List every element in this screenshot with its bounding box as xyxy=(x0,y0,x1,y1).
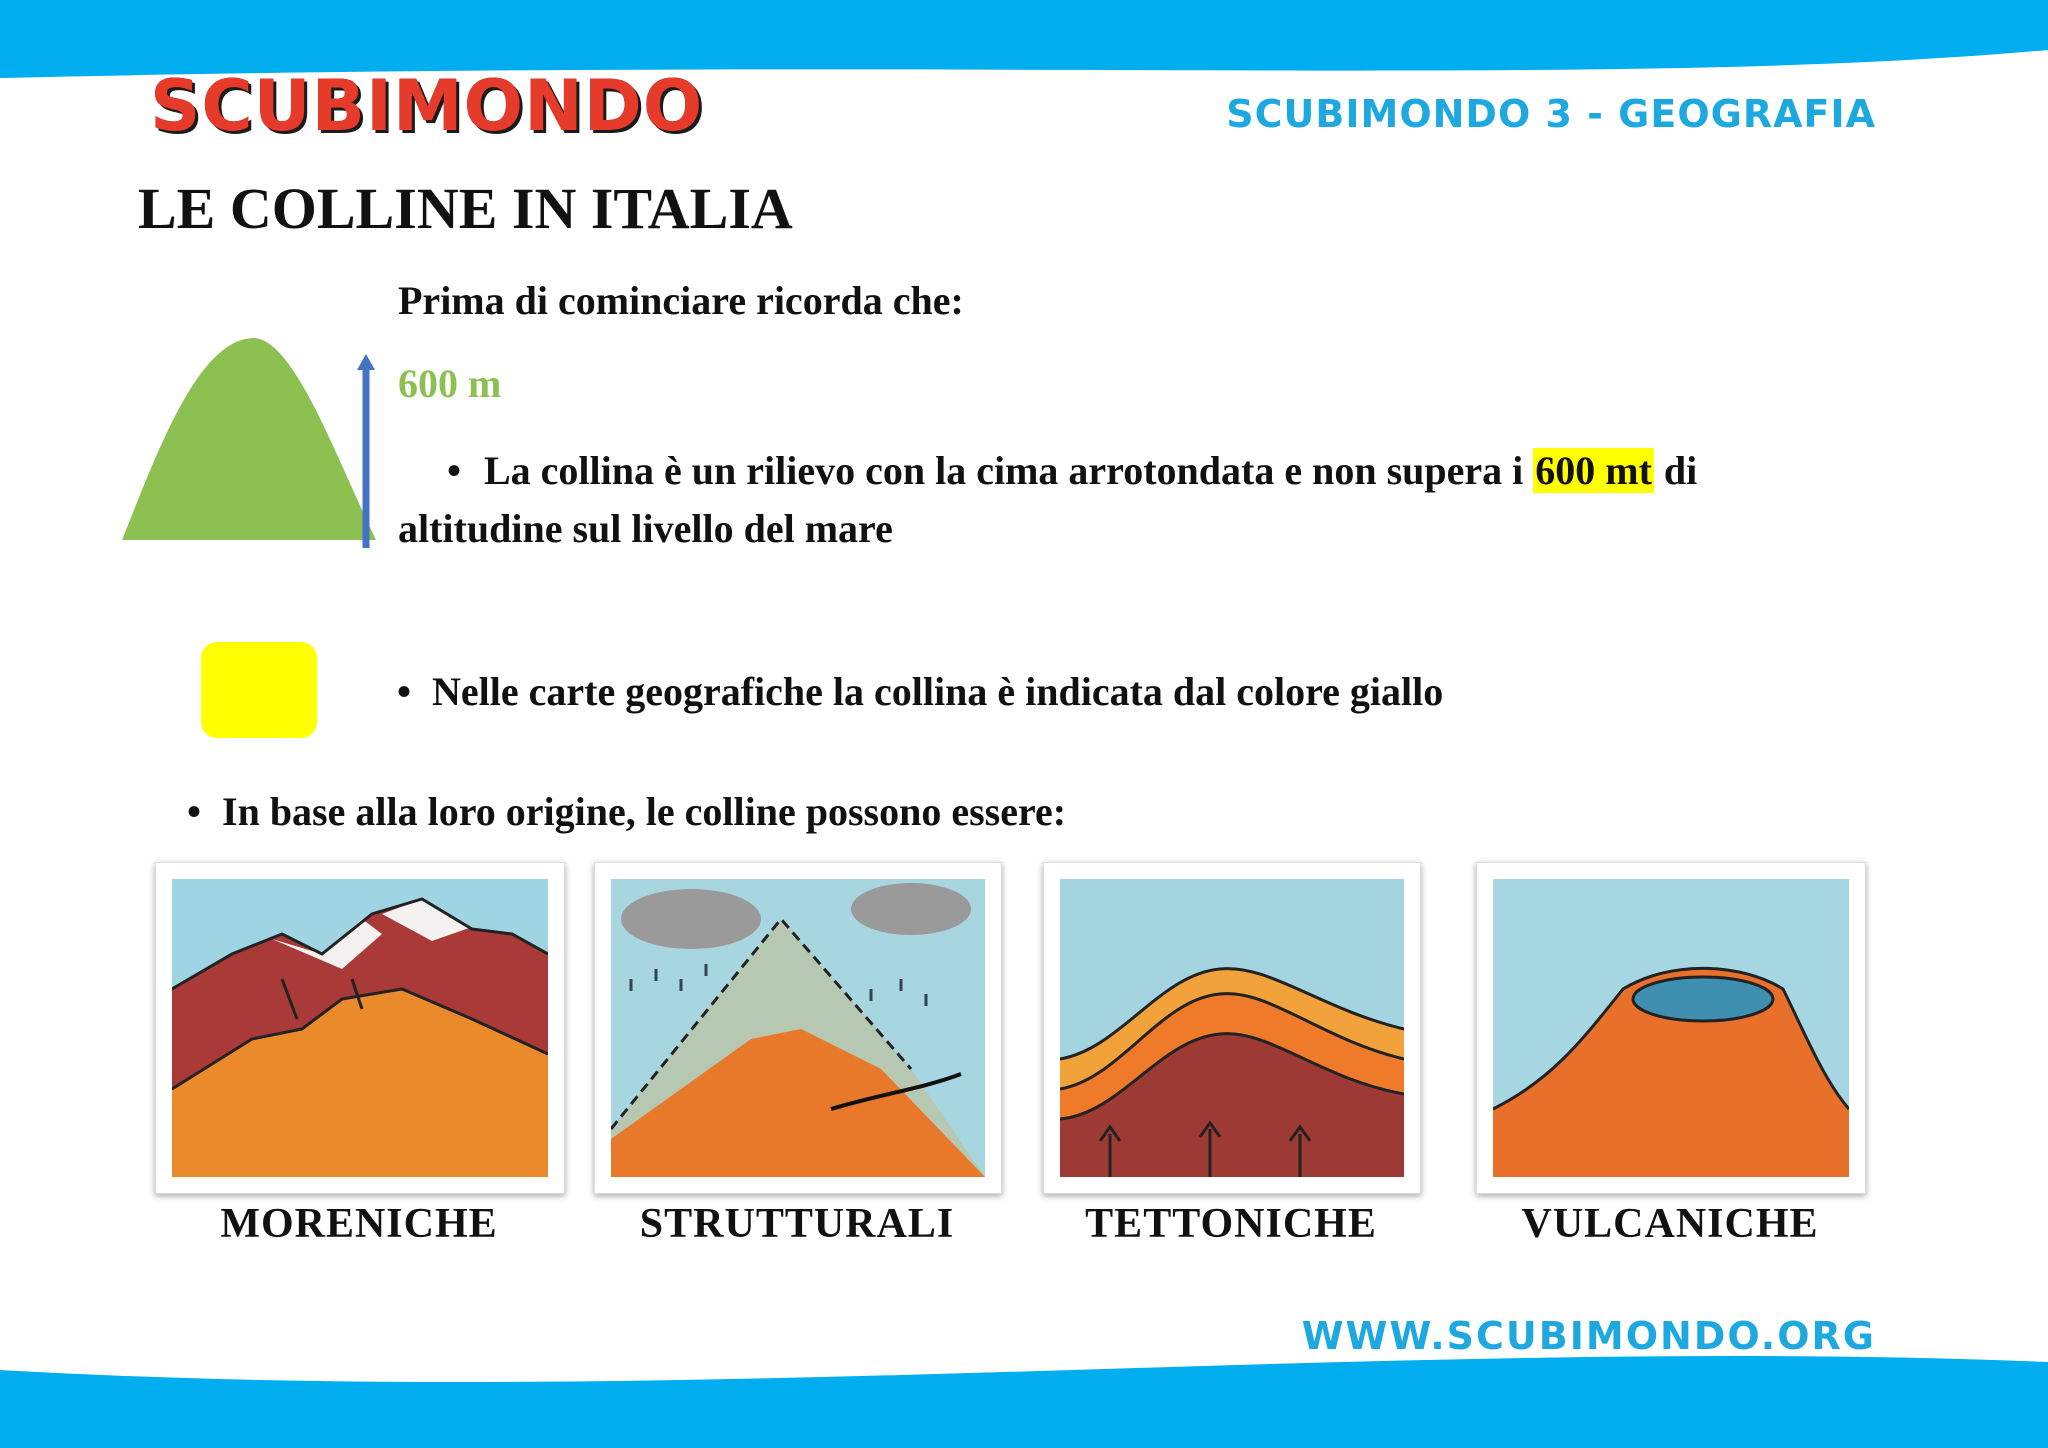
hill-card-moreniche xyxy=(155,862,565,1194)
tectonic-hill-drawing xyxy=(1060,879,1404,1177)
volcanic-hill-drawing xyxy=(1493,879,1849,1177)
origin-text xyxy=(180,788,1066,835)
hill-card-vulcaniche xyxy=(1476,862,1866,1194)
moraine-hills-drawing xyxy=(172,879,548,1177)
height-label: 600 m xyxy=(398,361,502,406)
page-title: LE COLLINE IN ITALIA xyxy=(138,176,793,241)
scubimondo-logo[interactable]: SCUBIMONDO xyxy=(150,65,704,147)
label-moreniche: MORENICHE xyxy=(220,1201,498,1247)
bullet-icon: • xyxy=(446,448,461,493)
bullet-icon: • xyxy=(396,669,411,714)
highlighted-height: 600 mt xyxy=(1535,448,1652,493)
bullet-icon: • xyxy=(186,789,201,834)
header-subject: SCUBIMONDO 3 - GEOGRAFIA xyxy=(1226,92,1876,136)
footer-website-link[interactable]: WWW.SCUBIMONDO.ORG xyxy=(1301,1314,1876,1358)
hill-card-strutturali xyxy=(594,862,1002,1194)
green-hill-icon xyxy=(118,330,378,562)
yellow-color-swatch xyxy=(201,642,317,738)
hill-card-tettoniche xyxy=(1043,862,1421,1194)
intro-text: Prima di cominciare ricorda che: xyxy=(398,278,964,323)
label-strutturali: STRUTTURALI xyxy=(639,1201,955,1247)
label-tettoniche: TETTONICHE xyxy=(1085,1201,1377,1247)
map-color-text xyxy=(390,668,1443,715)
label-vulcaniche: VULCANICHE xyxy=(1521,1201,1819,1247)
structural-hill-drawing xyxy=(611,879,985,1177)
height-arrow-icon xyxy=(352,352,382,562)
map-color-text-content: Nelle carte geografiche la collina è indicata dal colore giallo xyxy=(432,669,1444,714)
definition-text-start: La collina è un rilievo con la cima arrotondata e non supera i xyxy=(484,448,1534,493)
hill-definition xyxy=(398,442,1838,558)
definition-text-end: di altitudine sul livello del mare xyxy=(398,448,1698,551)
origin-text-content: In base alla loro origine, le colline possono essere: xyxy=(222,789,1067,834)
